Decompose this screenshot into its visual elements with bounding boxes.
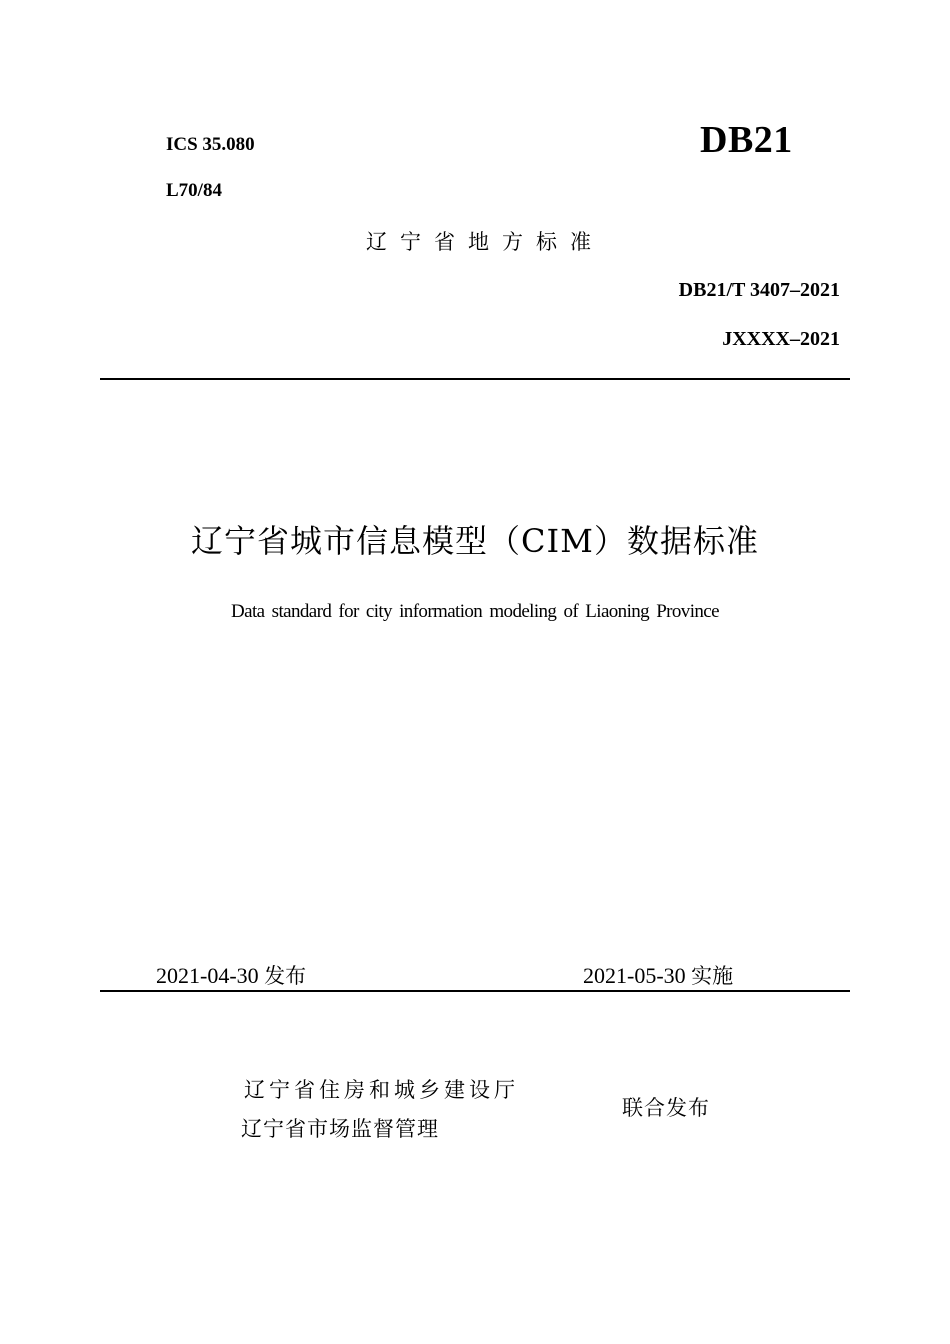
ccs-code: L70/84: [166, 180, 222, 201]
document-title-chinese: 辽宁省城市信息模型（CIM）数据标准: [191, 522, 759, 560]
publish-date-line: [156, 960, 306, 990]
standard-number: DB21/T 3407–2021: [678, 279, 840, 301]
top-divider: [100, 378, 850, 380]
publish-label: 发布: [264, 964, 307, 988]
issuer-market-regulation: 辽宁省市场监督管理: [241, 1117, 439, 1141]
issuer-housing-department: 辽宁省住房和城乡建设厅: [244, 1078, 519, 1102]
standard-code-logo: DB21: [700, 119, 793, 161]
bottom-divider: [100, 990, 850, 992]
implement-label: 实施: [691, 964, 734, 988]
document-title-english: Data standard for city information modeling of Liaoning Province: [231, 601, 719, 622]
implement-date-line: [583, 960, 733, 990]
standard-type: 辽宁省地方标准: [366, 230, 604, 254]
record-number: JXXXX–2021: [722, 328, 840, 350]
publish-date: 2021-04-30: [156, 963, 259, 988]
joint-release-label: 联合发布: [622, 1096, 710, 1120]
implement-date: 2021-05-30: [583, 963, 686, 988]
ics-code: ICS 35.080: [166, 134, 255, 155]
